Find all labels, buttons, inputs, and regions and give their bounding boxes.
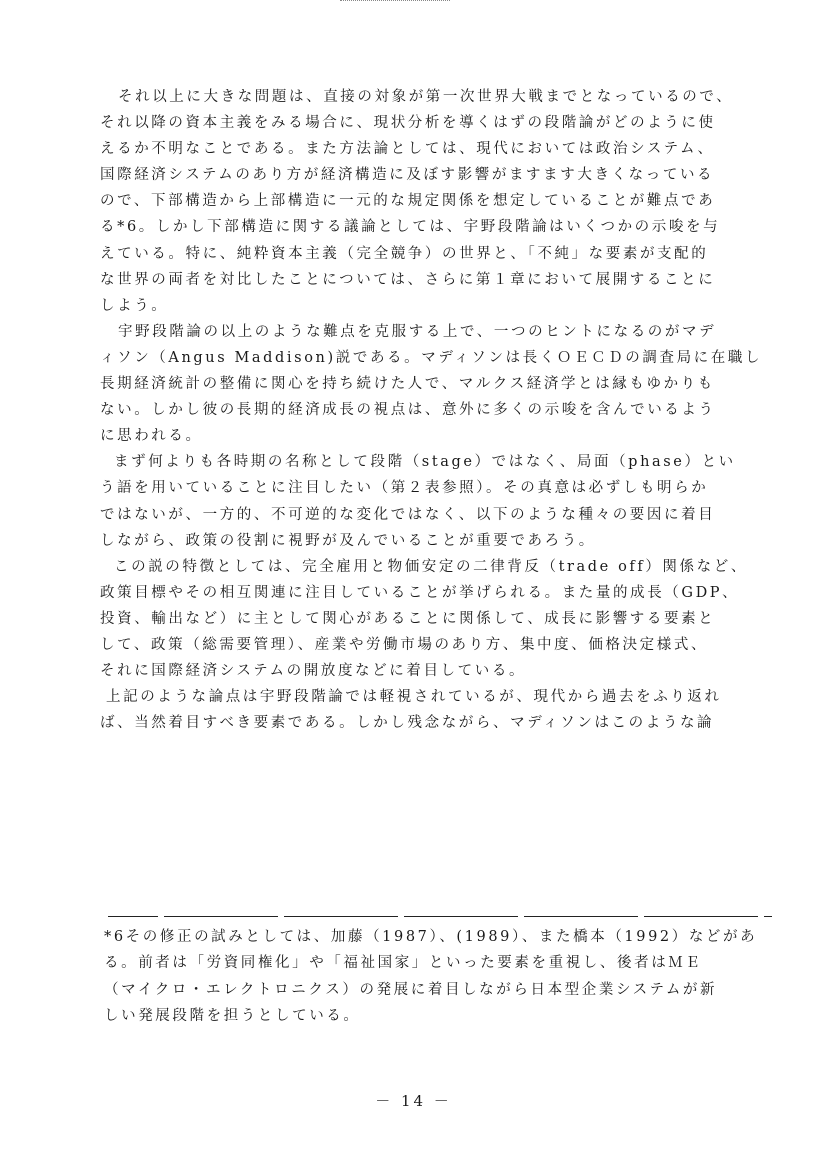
text-line: それに国際経済システムの開放度などに着目している。	[100, 663, 527, 680]
page-number: － 14 －	[375, 1092, 452, 1110]
text-line: しよう。	[100, 297, 169, 314]
footnote-line: （マイクロ・エレクトロニクス）の発展に着目しながら日本型企業システムが新	[104, 981, 718, 998]
main-text	[100, 84, 780, 736]
text-line: 投資、輸出など）に主として関心があることに関係して、成長に影響する要素と	[100, 610, 716, 627]
scan-mark	[340, 0, 450, 4]
text-line: な世界の両者を対比したことについては、さらに第１章において展開することに	[100, 271, 716, 288]
text-line: ィソン（Angus Maddison)説である。マディソンは長くＯＥＣＤの調査局に在職し	[100, 349, 763, 366]
text-line: えている。特に、純粋資本主義（完全競争）の世界と、「不純」な要素が支配的	[100, 245, 709, 262]
text-line: う語を用いていることに注目したい（第２表参照）。その真意は必ずしも明らか	[100, 480, 709, 497]
text-line: 政策目標やその相互関連に注目していることが挙げられる。また量的成長（GDP、	[100, 584, 740, 601]
text-line: えるか不明なことである。また方法論としては、現代においては政治システム、	[100, 141, 715, 158]
footnote-line: しい発展段階を担うとしている。	[104, 1008, 361, 1025]
text-line: る*6。しかし下部構造に関する議論としては、宇野段階論はいくつかの示唆を与	[100, 219, 721, 236]
text-line: ない。しかし彼の長期的経済成長の視点は、意外に多くの示唆を含んでいるよう	[100, 402, 716, 419]
text-line: 国際経済システムのあり方が経済構造に及ぼす影響がますます大きくなっている	[100, 167, 715, 184]
text-line: に思われる。	[100, 428, 203, 445]
text-line: それ以降の資本主義をみる場合に、現状分析を導くはずの段階論がどのように使	[100, 115, 716, 132]
text-line: しながら、政策の役割に視野が及んでいることが重要であろう。	[100, 532, 596, 549]
footnote-line: る。前者は「労資同権化」や「福祉国家」といった要素を重視し、後者はＭＥ	[104, 955, 703, 972]
footnote-separator	[108, 916, 772, 917]
text-line: 長期経済統計の整備に関心を持ち続けた人で、マルクス経済学とは縁もゆかりも	[100, 376, 715, 393]
text-line: この説の特徴としては、完全雇用と物価安定の二律背反（trade off）関係など、	[114, 558, 748, 575]
text-line: それ以上に大きな問題は、直接の対象が第一次世界大戦までとなっているので、	[118, 89, 734, 105]
text-line: 上記のような論点は宇野段階論では軽視されているが、現代から過去をふり返れ	[106, 689, 722, 706]
text-line: まず何よりも各時期の名称として段階（stage）ではなく、局面（phase）とい	[114, 454, 736, 471]
text-line: して、政策（総需要管理）、産業や労働市場のあり方、集中度、価格決定様式、	[100, 636, 709, 653]
footnote	[104, 924, 780, 1030]
footnote-line: *6その修正の試みとしては、加藤（1987）、(1989）、また橋本（1992）などがあ	[104, 929, 758, 945]
text-line: ではないが、一方的、不可逆的な変化ではなく、以下のような種々の要因に着目	[100, 506, 716, 523]
text-line: ので、下部構造から上部構造に一元的な規定関係を想定していることが難点であ	[100, 193, 716, 210]
text-line: ば、当然着目すべき要素である。しかし残念ながら、マディソンはこのような論	[100, 715, 715, 732]
text-line: 宇野段階論の以上のような難点を克服する上で、一つのヒントになるのがマデ	[118, 323, 717, 340]
